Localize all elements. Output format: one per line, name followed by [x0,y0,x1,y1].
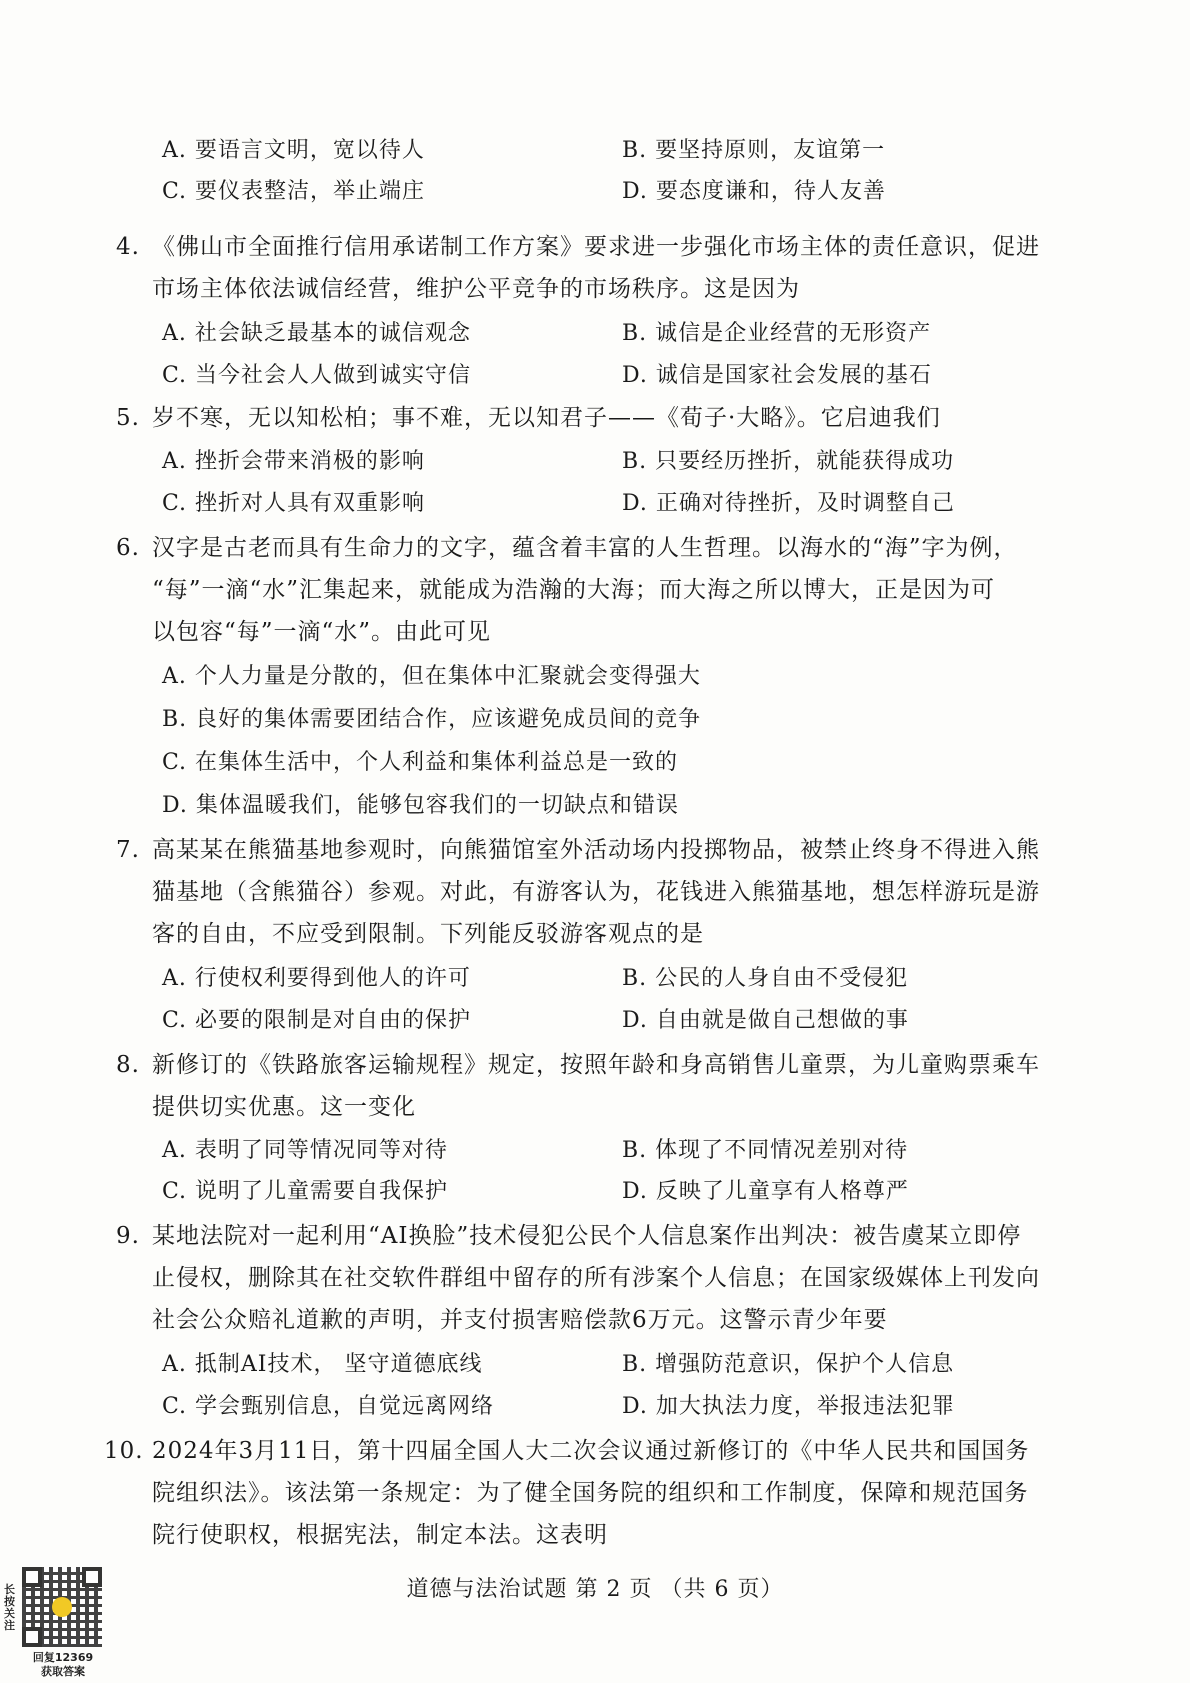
question-7-line-2: 猫基地（含熊猫谷）参观。对此，有游客认为，花钱进入熊猫基地，想怎样游玩是游 [152,879,1040,905]
question-4-option-a: A. 社会缺乏最基本的诚信观念 [162,321,471,346]
question-8-line-1: 新修订的《铁路旅客运输规程》规定，按照年龄和身高销售儿童票，为儿童购票乘车 [152,1052,1040,1078]
question-6-line-2: “每”一滴“水”汇集起来，就能成为浩瀚的大海；而大海之所以博大，正是因为可 [152,577,996,603]
question-5-number: 5. [116,405,140,431]
qr-code-icon[interactable] [22,1567,102,1647]
question-8-number: 8. [116,1052,140,1078]
question-10-number: 10. [104,1438,144,1464]
qr-caption-answer: 获取答案 [41,1665,85,1678]
question-8-option-b: B. 体现了不同情况差别对待 [622,1138,909,1163]
qr-side-text: 长按关注 [4,1583,15,1632]
question-8-option-c: C. 说明了儿童需要自我保护 [162,1179,449,1204]
question-6-option-c: C. 在集体生活中，个人利益和集体利益总是一致的 [162,750,679,775]
question-6-option-a: A. 个人力量是分散的，但在集体中汇聚就会变得强大 [162,664,701,689]
question-8-option-a: A. 表明了同等情况同等对待 [162,1138,448,1163]
question-8-option-d: D. 反映了儿童享有人格尊严 [622,1179,909,1204]
question-10-line-2: 院组织法》。该法第一条规定：为了健全国务院的组织和工作制度，保障和规范国务 [152,1480,1029,1506]
question-5-option-c: C. 挫折对人具有双重影响 [162,491,426,516]
question-10-line-1: 2024年3月11日，第十四届全国人大二次会议通过新修订的《中华人民共和国国务 [152,1438,1030,1464]
question-7-option-b: B. 公民的人身自由不受侵犯 [622,966,909,991]
question-4-option-b: B. 诚信是企业经营的无形资产 [622,321,932,346]
question-7-line-3: 客的自由，不应受到限制。下列能反驳游客观点的是 [152,921,704,947]
prev-option-a: A. 要语言文明，宽以待人 [162,138,425,163]
question-5-option-a: A. 挫折会带来消极的影响 [162,449,425,474]
question-9-line-1: 某地法院对一起利用“AI换脸”技术侵犯公民个人信息案作出判决：被告虞某立即停 [152,1223,1022,1249]
question-7-option-c: C. 必要的限制是对自由的保护 [162,1008,472,1033]
question-7-number: 7. [116,837,140,863]
question-6-line-1: 汉字是古老而具有生命力的文字，蕴含着丰富的人生哲理。以海水的“海”字为例， [152,535,1018,561]
question-4-line-1: 《佛山市全面推行信用承诺制工作方案》要求进一步强化市场主体的责任意识，促进 [152,234,1040,260]
question-9-number: 9. [116,1223,140,1249]
question-6-option-d: D. 集体温暖我们，能够包容我们的一切缺点和错误 [162,793,679,818]
question-8-line-2: 提供切实优惠。这一变化 [152,1094,416,1120]
question-6-number: 6. [116,535,140,561]
question-9-line-2: 止侵权，删除其在社交软件群组中留存的所有涉案个人信息；在国家级媒体上刊发向 [152,1265,1040,1291]
question-9-line-3: 社会公众赔礼道歉的声明，并支付损害赔偿款6万元。这警示青少年要 [152,1307,888,1333]
question-9-option-a: A. 抵制AI技术， 坚守道德底线 [162,1352,483,1377]
question-10-line-3: 院行使职权，根据宪法，制定本法。这表明 [152,1522,608,1548]
question-4-option-d: D. 诚信是国家社会发展的基石 [622,363,932,388]
question-4-option-c: C. 当今社会人人做到诚实守信 [162,363,472,388]
question-9-option-b: B. 增强防范意识，保护个人信息 [622,1352,955,1377]
prev-option-b: B. 要坚持原则，友谊第一 [622,138,886,163]
question-4-line-2: 市场主体依法诚信经营，维护公平竞争的市场秩序。这是因为 [152,276,800,302]
question-6-line-3: 以包容“每”一滴“水”。由此可见 [152,619,492,645]
prev-option-c: C. 要仪表整洁，举止端庄 [162,179,426,204]
question-6-option-b: B. 良好的集体需要团结合作，应该避免成员间的竞争 [162,707,702,732]
question-7-line-1: 高某某在熊猫基地参观时，向熊猫馆室外活动场内投掷物品，被禁止终身不得进入熊 [152,837,1040,863]
question-9-option-d: D. 加大执法力度，举报违法犯罪 [622,1394,955,1419]
question-9-option-c: C. 学会甄别信息，自觉远离网络 [162,1394,495,1419]
question-7-option-a: A. 行使权利要得到他人的许可 [162,966,471,991]
page-footer: 道德与法治试题 第 2 页 （共 6 页） [406,1577,784,1602]
qr-caption-reply: 回复12369 [32,1651,94,1664]
question-7-option-d: D. 自由就是做自己想做的事 [622,1008,909,1033]
question-5-line-1: 岁不寒，无以知松柏；事不难，无以知君子——《荀子·大略》。它启迪我们 [152,405,941,431]
question-5-option-d: D. 正确对待挫折，及时调整自己 [622,491,955,516]
prev-option-d: D. 要态度谦和，待人友善 [622,179,886,204]
question-5-option-b: B. 只要经历挫折，就能获得成功 [622,449,955,474]
question-4-number: 4. [116,234,140,260]
